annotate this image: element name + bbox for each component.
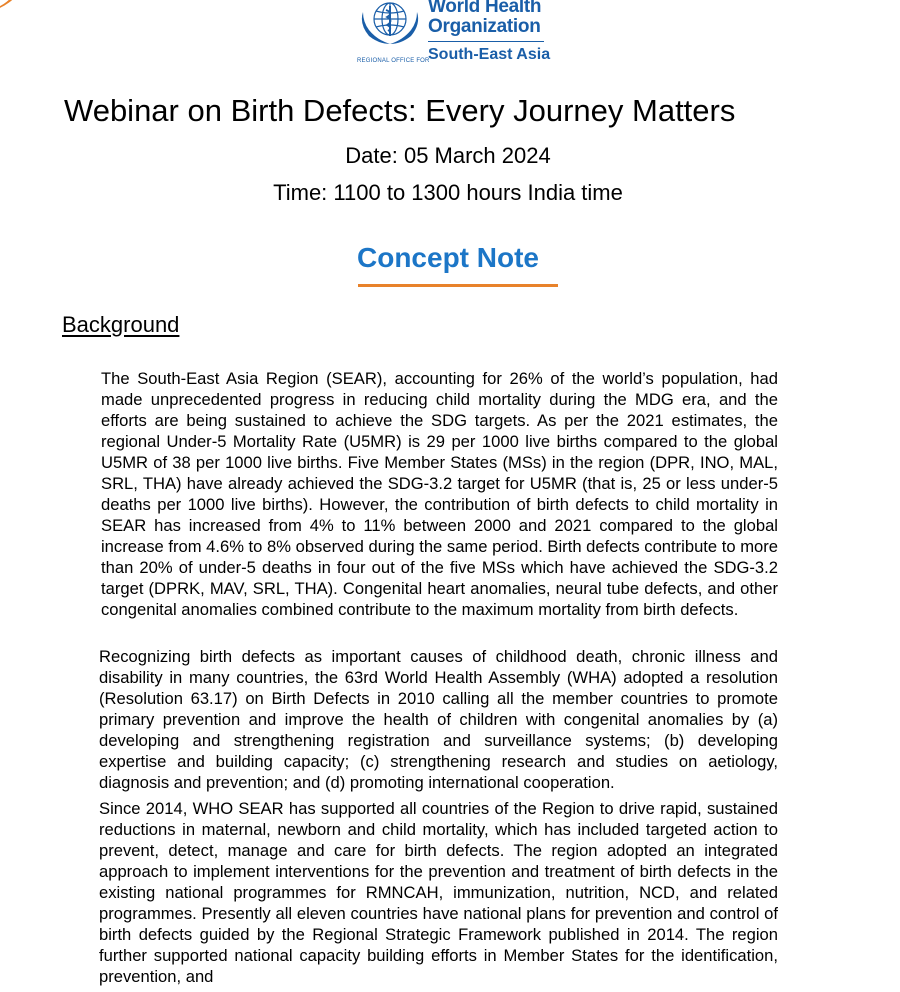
page-title: Webinar on Birth Defects: Every Journey Matters bbox=[64, 93, 736, 128]
background-heading: Background bbox=[62, 312, 180, 337]
concept-note-heading: Concept Note bbox=[357, 242, 539, 273]
who-logo bbox=[357, 0, 557, 70]
who-emblem-icon bbox=[357, 0, 423, 46]
background-paragraph-1: The South-East Asia Region (SEAR), accounting for 26% of the world’s population, had made unprecedented progress in reducing child mortality during the MDG era, and the efforts are being sustained to achieve the SDG targets. As per the 2021 estimates, the regional Under-5 Mortality Rate (U5MR) is 29 per 1000 live births compared to the global U5MR of 38 per 1000 live births. Five Member States (MSs) in the region (DPR, INO, MAL, SRL, THA) have already achieved the SDG-3.2 target for U5MR (that is, 25 or less under-5 deaths per 1000 live births). However, the contribution of birth defects to child mortality in SEAR has increased from 4% to 11% between 2000 and 2021 compared to the global increase from 4.6% to 8% observed during the same period. Birth defects contribute to more than 20% of under-5 deaths in four out of the five MSs which have achieved the SDG-3.2 target (DPRK, MAV, SRL, THA). Congenital heart anomalies, neural tube defects, and other congenital anomalies combined contribute to the maximum mortality from birth defects. bbox=[101, 369, 779, 619]
event-time: Time: 1100 to 1300 hours India time bbox=[273, 180, 623, 205]
decorative-corner-arc bbox=[0, 0, 30, 27]
logo-divider bbox=[428, 41, 544, 42]
logo-office-label: REGIONAL OFFICE FOR bbox=[357, 58, 430, 64]
background-paragraph-2: Recognizing birth defects as important causes of childhood death, chronic illness and disability in many countries, the 63rd World Health Assembly (WHA) adopted a resolution (Resolution 63.17) on Birth Defects in 2010 calling all the member countries to promote primary prevention and improve the health of children with congenital anomalies by (a) developing and strengthening registration and surveillance systems; (b) developing expertise and building capacity; (c) strengthening research and studies on aetiology, diagnosis and prevention; and (d) promoting international cooperation. bbox=[99, 647, 778, 792]
logo-name-line2: Organization bbox=[428, 16, 541, 37]
event-date: Date: 05 March 2024 bbox=[345, 143, 551, 168]
concept-note-underline bbox=[358, 284, 558, 287]
logo-region: South-East Asia bbox=[428, 46, 551, 63]
background-paragraph-3: Since 2014, WHO SEAR has supported all countries of the Region to drive rapid, sustained reductions in maternal, newborn and child mortality, which has included targeted action to prevent, detect, manage and care for birth defects. The region adopted an integrated approach to implement interventions for the prevention and treatment of birth defects in the existing national programmes for RMNCAH, immunization, nutrition, NCD, and related programmes. Presently all eleven countries have national plans for prevention and control of birth defects guided by the Regional Strategic Framework published in 2014. The region further supported national capacity building efforts in Member States for the identification, prevention, and bbox=[99, 799, 778, 986]
logo-name-line1: World Health bbox=[428, 0, 542, 17]
